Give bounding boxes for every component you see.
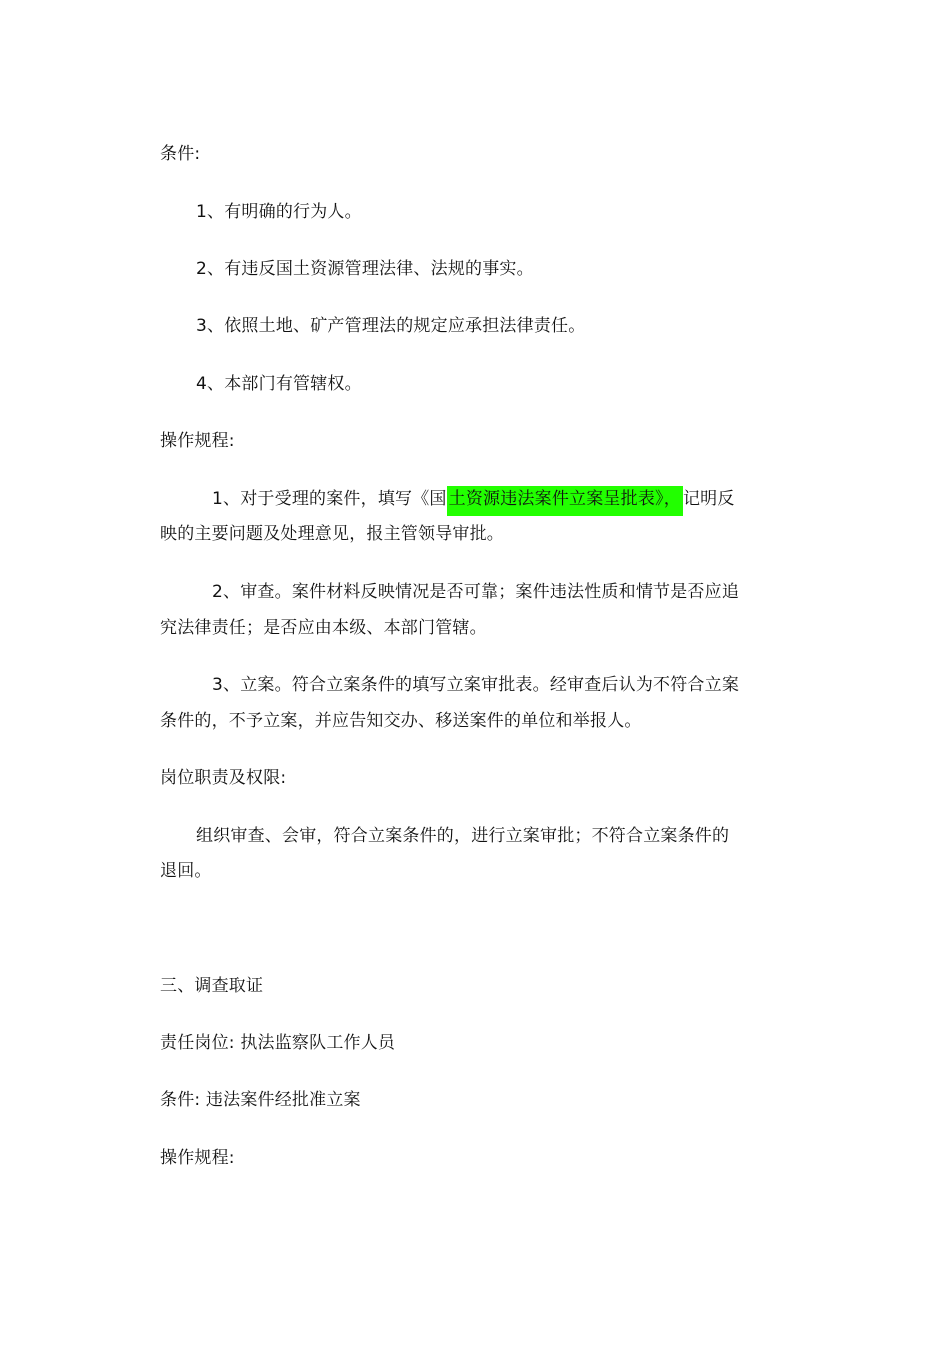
duties-text: 组织审查、会审，符合立案条件的，进行立案审批；不符合立案条件的 bbox=[196, 826, 730, 846]
section-3-procedure-heading: 操作规程: bbox=[160, 1148, 235, 1168]
condition-item-4: 4、本部门有管辖权。 bbox=[196, 374, 362, 394]
duties-heading: 岗位职责及权限: bbox=[160, 768, 287, 788]
procedure-step-3-continued: 条件的，不予立案，并应告知交办、移送案件的单位和举报人。 bbox=[160, 711, 642, 731]
procedure-step-1 bbox=[212, 488, 735, 510]
condition-item-2: 2、有违反国土资源管理法律、法规的事实。 bbox=[196, 259, 534, 279]
procedure-step-1-continued: 映的主要问题及处理意见，报主管领导审批。 bbox=[160, 524, 504, 544]
procedure-step-1-post: 记明反 bbox=[682, 489, 735, 509]
highlighted-form-name: 土资源违法案件立案呈批表》， bbox=[447, 486, 683, 516]
procedure-step-3: 3、立案。符合立案条件的填写立案审批表。经审查后认为不符合立案 bbox=[212, 675, 740, 695]
condition-item-3: 3、依照土地、矿产管理法的规定应承担法律责任。 bbox=[196, 316, 586, 336]
procedure-step-2-continued: 究法律责任；是否应由本级、本部门管辖。 bbox=[160, 618, 487, 638]
condition-item-1: 1、有明确的行为人。 bbox=[196, 202, 362, 222]
conditions-heading: 条件: bbox=[160, 144, 201, 164]
section-3-title: 三、调查取证 bbox=[160, 976, 264, 996]
procedure-step-1-pre: 1、对于受理的案件，填写《国 bbox=[212, 489, 447, 509]
responsible-post: 责任岗位: 执法监察队工作人员 bbox=[160, 1033, 396, 1053]
procedure-step-2: 2、审查。案件材料反映情况是否可靠；案件违法性质和情节是否应追 bbox=[212, 582, 740, 602]
section-3-conditions: 条件: 违法案件经批准立案 bbox=[160, 1090, 361, 1110]
duties-text-continued: 退回。 bbox=[160, 861, 212, 881]
procedure-heading: 操作规程: bbox=[160, 431, 235, 451]
